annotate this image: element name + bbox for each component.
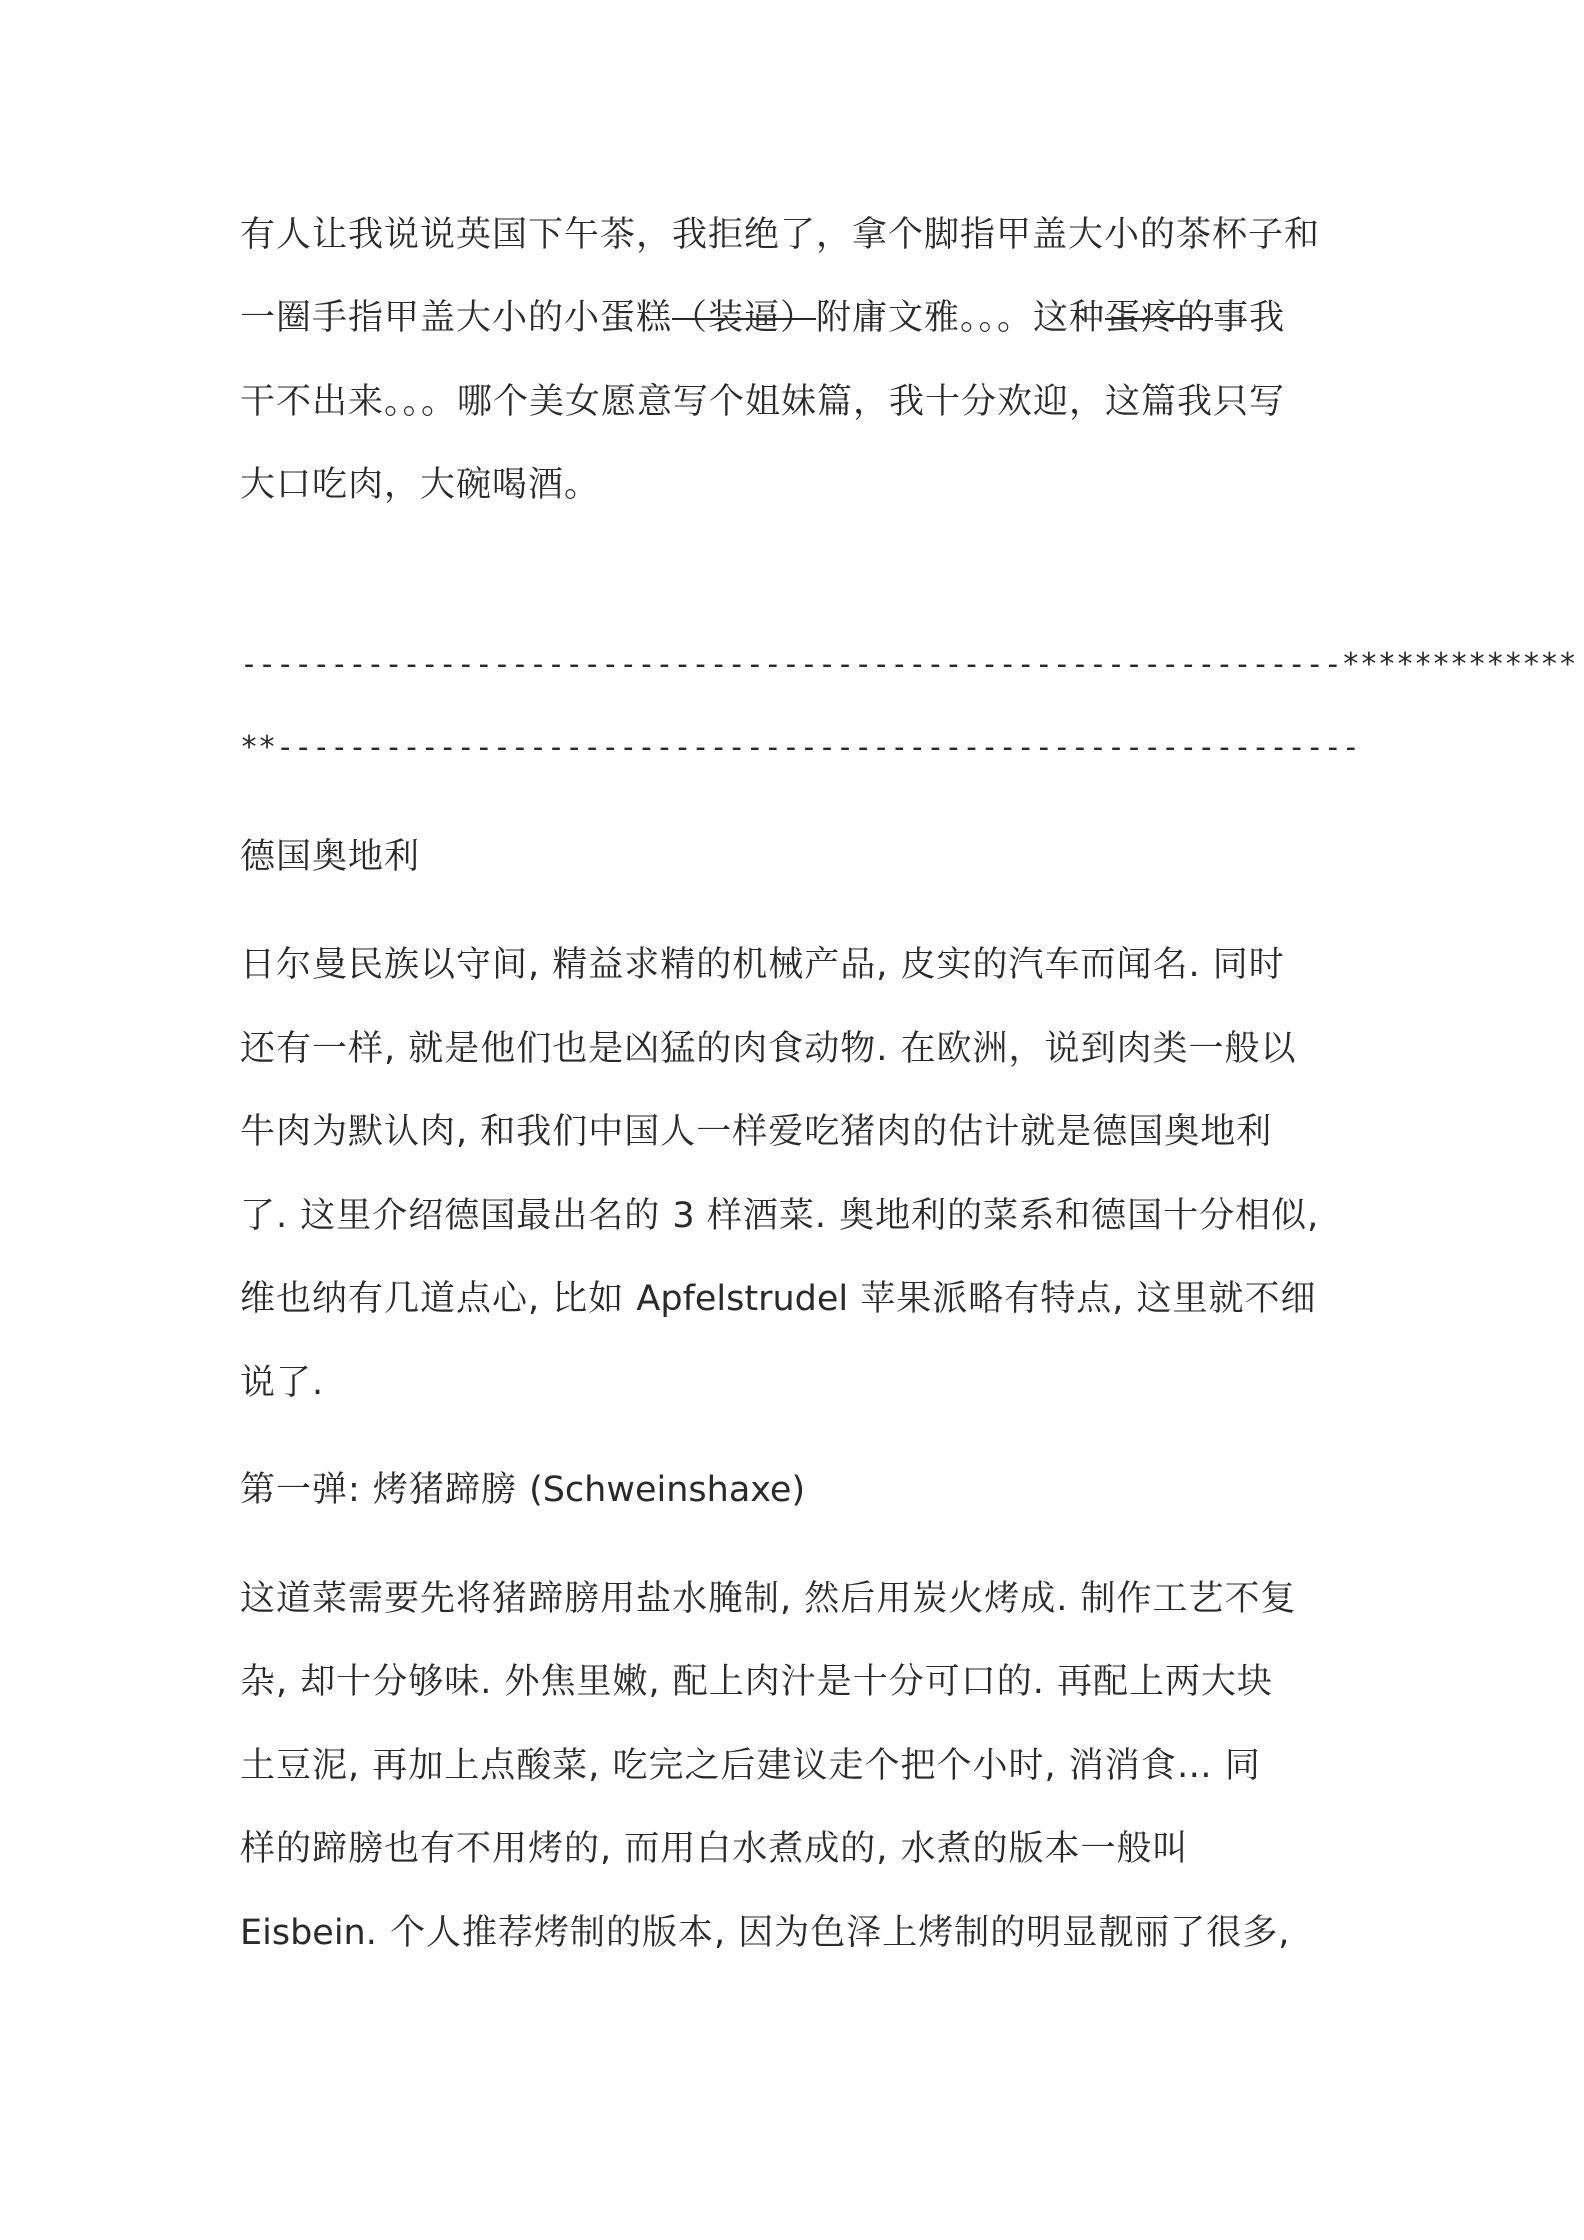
- intro-line-1: 有人让我说说英国下午茶，我拒绝了，拿个脚指甲盖大小的茶杯子和: [240, 215, 1321, 255]
- dish-line-2: 杂, 却十分够味. 外焦里嫩, 配上肉汁是十分可口的. 再配上两大块: [240, 1662, 1274, 1702]
- latin-word: Apfelstrudel: [636, 1279, 849, 1319]
- section-line-4-text-a: 了. 这里介绍德国最出名的: [240, 1196, 661, 1236]
- intro-line-3: 干不出来。。。哪个美女愿意写个姐妹篇，我十分欢迎，这篇我只写: [240, 382, 1286, 422]
- section-line-4: [240, 1194, 1319, 1238]
- section-line-3: 牛肉为默认肉, 和我们中国人一样爱吃猪肉的估计就是德国奥地利: [240, 1112, 1273, 1152]
- dish-line-5: [240, 1911, 1290, 1955]
- dish-title-zh: 第一弹: 烤猪蹄膀: [240, 1470, 517, 1510]
- intro-line-4: 大口吃肉，大碗喝酒。: [240, 465, 601, 505]
- divider-line-1: -------------------------------------------------------------*************: [240, 647, 1577, 682]
- section-line-5-text-a: 维也纳有几道点心, 比如: [240, 1279, 625, 1319]
- intro-line-2-text-a: 一圈手指甲盖大小的小蛋糕: [240, 298, 673, 338]
- strikethrough-text: 蛋疼的: [1105, 298, 1214, 338]
- dish-line-5-text: . 个人推荐烤制的版本, 因为色泽上烤制的明显靓丽了很多,: [365, 1913, 1291, 1953]
- intro-line-2-text-c: 事我: [1213, 298, 1286, 338]
- dish-title: [240, 1468, 805, 1512]
- section-line-1: 日尔曼民族以守间, 精益求精的机械产品, 皮实的汽车而闻名. 同时: [240, 945, 1285, 985]
- latin-word: Eisbein: [240, 1913, 366, 1953]
- intro-line-2: [240, 296, 1285, 340]
- section-line-5-text-b: 苹果派略有特点, 这里就不细: [860, 1279, 1317, 1319]
- section-line-6: 说了.: [240, 1363, 325, 1403]
- section-heading: 德国奥地利: [240, 837, 421, 877]
- strikethrough-text: （装逼）: [672, 298, 817, 338]
- section-line-4-text-b: 样酒菜. 奥地利的菜系和德国十分相似,: [706, 1196, 1320, 1236]
- number-text: 3: [672, 1196, 695, 1236]
- dish-line-3: 土豆泥, 再加上点酸菜, 吃完之后建议走个把个小时, 消消食… 同: [240, 1746, 1261, 1786]
- divider-line-2: **------------------------------------------------------------: [240, 730, 1360, 765]
- section-line-5: [240, 1277, 1317, 1321]
- dish-line-4: 样的蹄膀也有不用烤的, 而用白水煮成的, 水煮的版本一般叫: [240, 1829, 1189, 1869]
- dish-title-de: (Schweinshaxe): [529, 1470, 806, 1510]
- section-line-2: 还有一样, 就是他们也是凶猛的肉食动物. 在欧洲，说到肉类一般以: [240, 1029, 1297, 1069]
- dish-line-1: 这道菜需要先将猪蹄膀用盐水腌制, 然后用炭火烤成. 制作工艺不复: [240, 1579, 1297, 1619]
- intro-line-2-text-b: 附庸文雅。。。这种: [816, 298, 1106, 338]
